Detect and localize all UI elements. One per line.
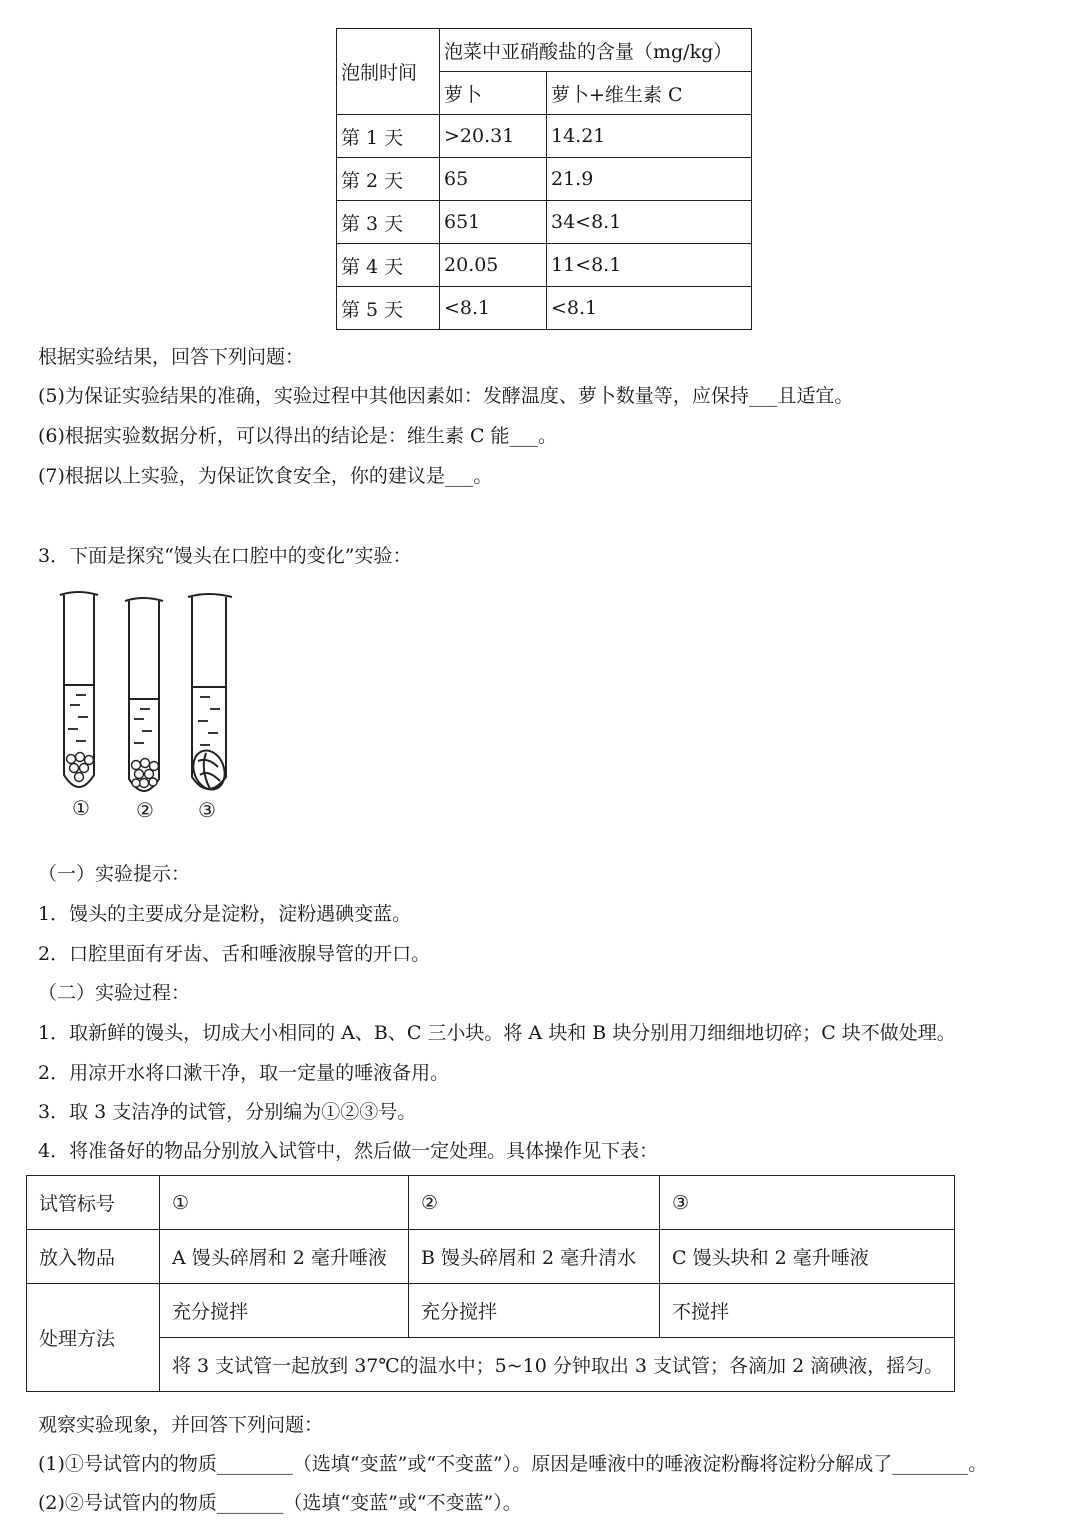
row-label-treatment: 处理方法	[27, 1284, 160, 1392]
answer-2: (2)②号试管内的物质_______（选填“变蓝”或“不变蓝”）。	[38, 1492, 522, 1514]
process-step-1: 1．取新鲜的馒头，切成大小相同的 A、B、C 三小块。将 A 块和 B 块分别用刀细细地切碎；C 块不做处理。	[38, 1022, 956, 1044]
table-row	[27, 1338, 955, 1392]
table-row	[337, 287, 752, 330]
hint-title: （一）实验提示：	[38, 863, 191, 885]
row-label-contents: 放入物品	[27, 1230, 160, 1284]
col-header-time: 泡制时间	[337, 29, 440, 115]
day-cell: 第 5 天	[337, 287, 440, 330]
process-step-2: 2．用凉开水将口漱干净，取一定量的唾液备用。	[38, 1062, 450, 1084]
col-header-radish: 萝卜	[440, 72, 547, 115]
tube-label-2: ②	[136, 798, 154, 822]
radish-value: 20.05	[440, 244, 547, 287]
nitrite-table	[336, 28, 752, 330]
question-5: (5)为保证实验结果的准确，实验过程中其他因素如：发酵温度、萝卜数量等，应保持___且适宜。	[38, 385, 854, 407]
question-6: (6)根据实验数据分析，可以得出的结论是：维生素 C 能___。	[38, 425, 558, 447]
radish-value: 65	[440, 158, 547, 201]
tube-label-3: ③	[198, 798, 216, 822]
radish-vc-value: 21.9	[547, 158, 752, 201]
tube-number-1: ①	[160, 1176, 409, 1230]
tube-label-1: ①	[72, 796, 90, 820]
radish-value: <8.1	[440, 287, 547, 330]
radish-value: 651	[440, 201, 547, 244]
results-intro: 根据实验结果，回答下列问题：	[38, 346, 305, 368]
day-cell: 第 4 天	[337, 244, 440, 287]
table-row	[27, 1176, 955, 1230]
row-label-tube-number: 试管标号	[27, 1176, 160, 1230]
table-row	[337, 115, 752, 158]
observe-intro: 观察实验现象，并回答下列问题：	[38, 1414, 324, 1436]
radish-vc-value: 14.21	[547, 115, 752, 158]
table-row	[337, 244, 752, 287]
col-header-group: 泡菜中亚硝酸盐的含量（mg/kg）	[440, 29, 752, 72]
table-row	[337, 201, 752, 244]
contents-tube-3: C 馒头块和 2 毫升唾液	[660, 1230, 955, 1284]
treatment-tube-3: 不搅拌	[660, 1284, 955, 1338]
treatment-common: 将 3 支试管一起放到 37℃的温水中；5~10 分钟取出 3 支试管；各滴加 2 滴碘液，摇匀。	[160, 1338, 955, 1392]
treatment-tube-1: 充分搅拌	[160, 1284, 409, 1338]
col-header-radish-vc: 萝卜+维生素 C	[547, 72, 752, 115]
tube-number-2: ②	[409, 1176, 660, 1230]
question-7: (7)根据以上实验，为保证饮食安全，你的建议是___。	[38, 465, 493, 487]
table-row	[27, 1284, 955, 1338]
process-step-4: 4．将准备好的物品分别放入试管中，然后做一定处理。具体操作见下表：	[38, 1140, 659, 1162]
process-step-3: 3．取 3 支洁净的试管，分别编为①②③号。	[38, 1101, 417, 1123]
process-title: （二）实验过程：	[38, 982, 191, 1004]
tube-number-3: ③	[660, 1176, 955, 1230]
hint-2: 2．口腔里面有牙齿、舌和唾液腺导管的开口。	[38, 943, 431, 965]
procedure-table	[26, 1175, 955, 1392]
test-tubes-illustration	[50, 585, 250, 825]
radish-vc-value: 11<8.1	[547, 244, 752, 287]
contents-tube-1: A 馒头碎屑和 2 毫升唾液	[160, 1230, 409, 1284]
day-cell: 第 2 天	[337, 158, 440, 201]
table-row	[27, 1230, 955, 1284]
problem-3-title: 3．下面是探究“馒头在口腔中的变化”实验：	[38, 545, 412, 567]
radish-value: >20.31	[440, 115, 547, 158]
contents-tube-2: B 馒头碎屑和 2 毫升清水	[409, 1230, 660, 1284]
day-cell: 第 3 天	[337, 201, 440, 244]
answer-1: (1)①号试管内的物质________（选填“变蓝”或“不变蓝”）。原因是唾液中的唾液淀粉酶将淀粉分解成了________。	[38, 1453, 988, 1475]
table-row	[337, 158, 752, 201]
radish-vc-value: <8.1	[547, 287, 752, 330]
hint-1: 1．馒头的主要成分是淀粉，淀粉遇碘变蓝。	[38, 903, 412, 925]
radish-vc-value: 34<8.1	[547, 201, 752, 244]
treatment-tube-2: 充分搅拌	[409, 1284, 660, 1338]
day-cell: 第 1 天	[337, 115, 440, 158]
